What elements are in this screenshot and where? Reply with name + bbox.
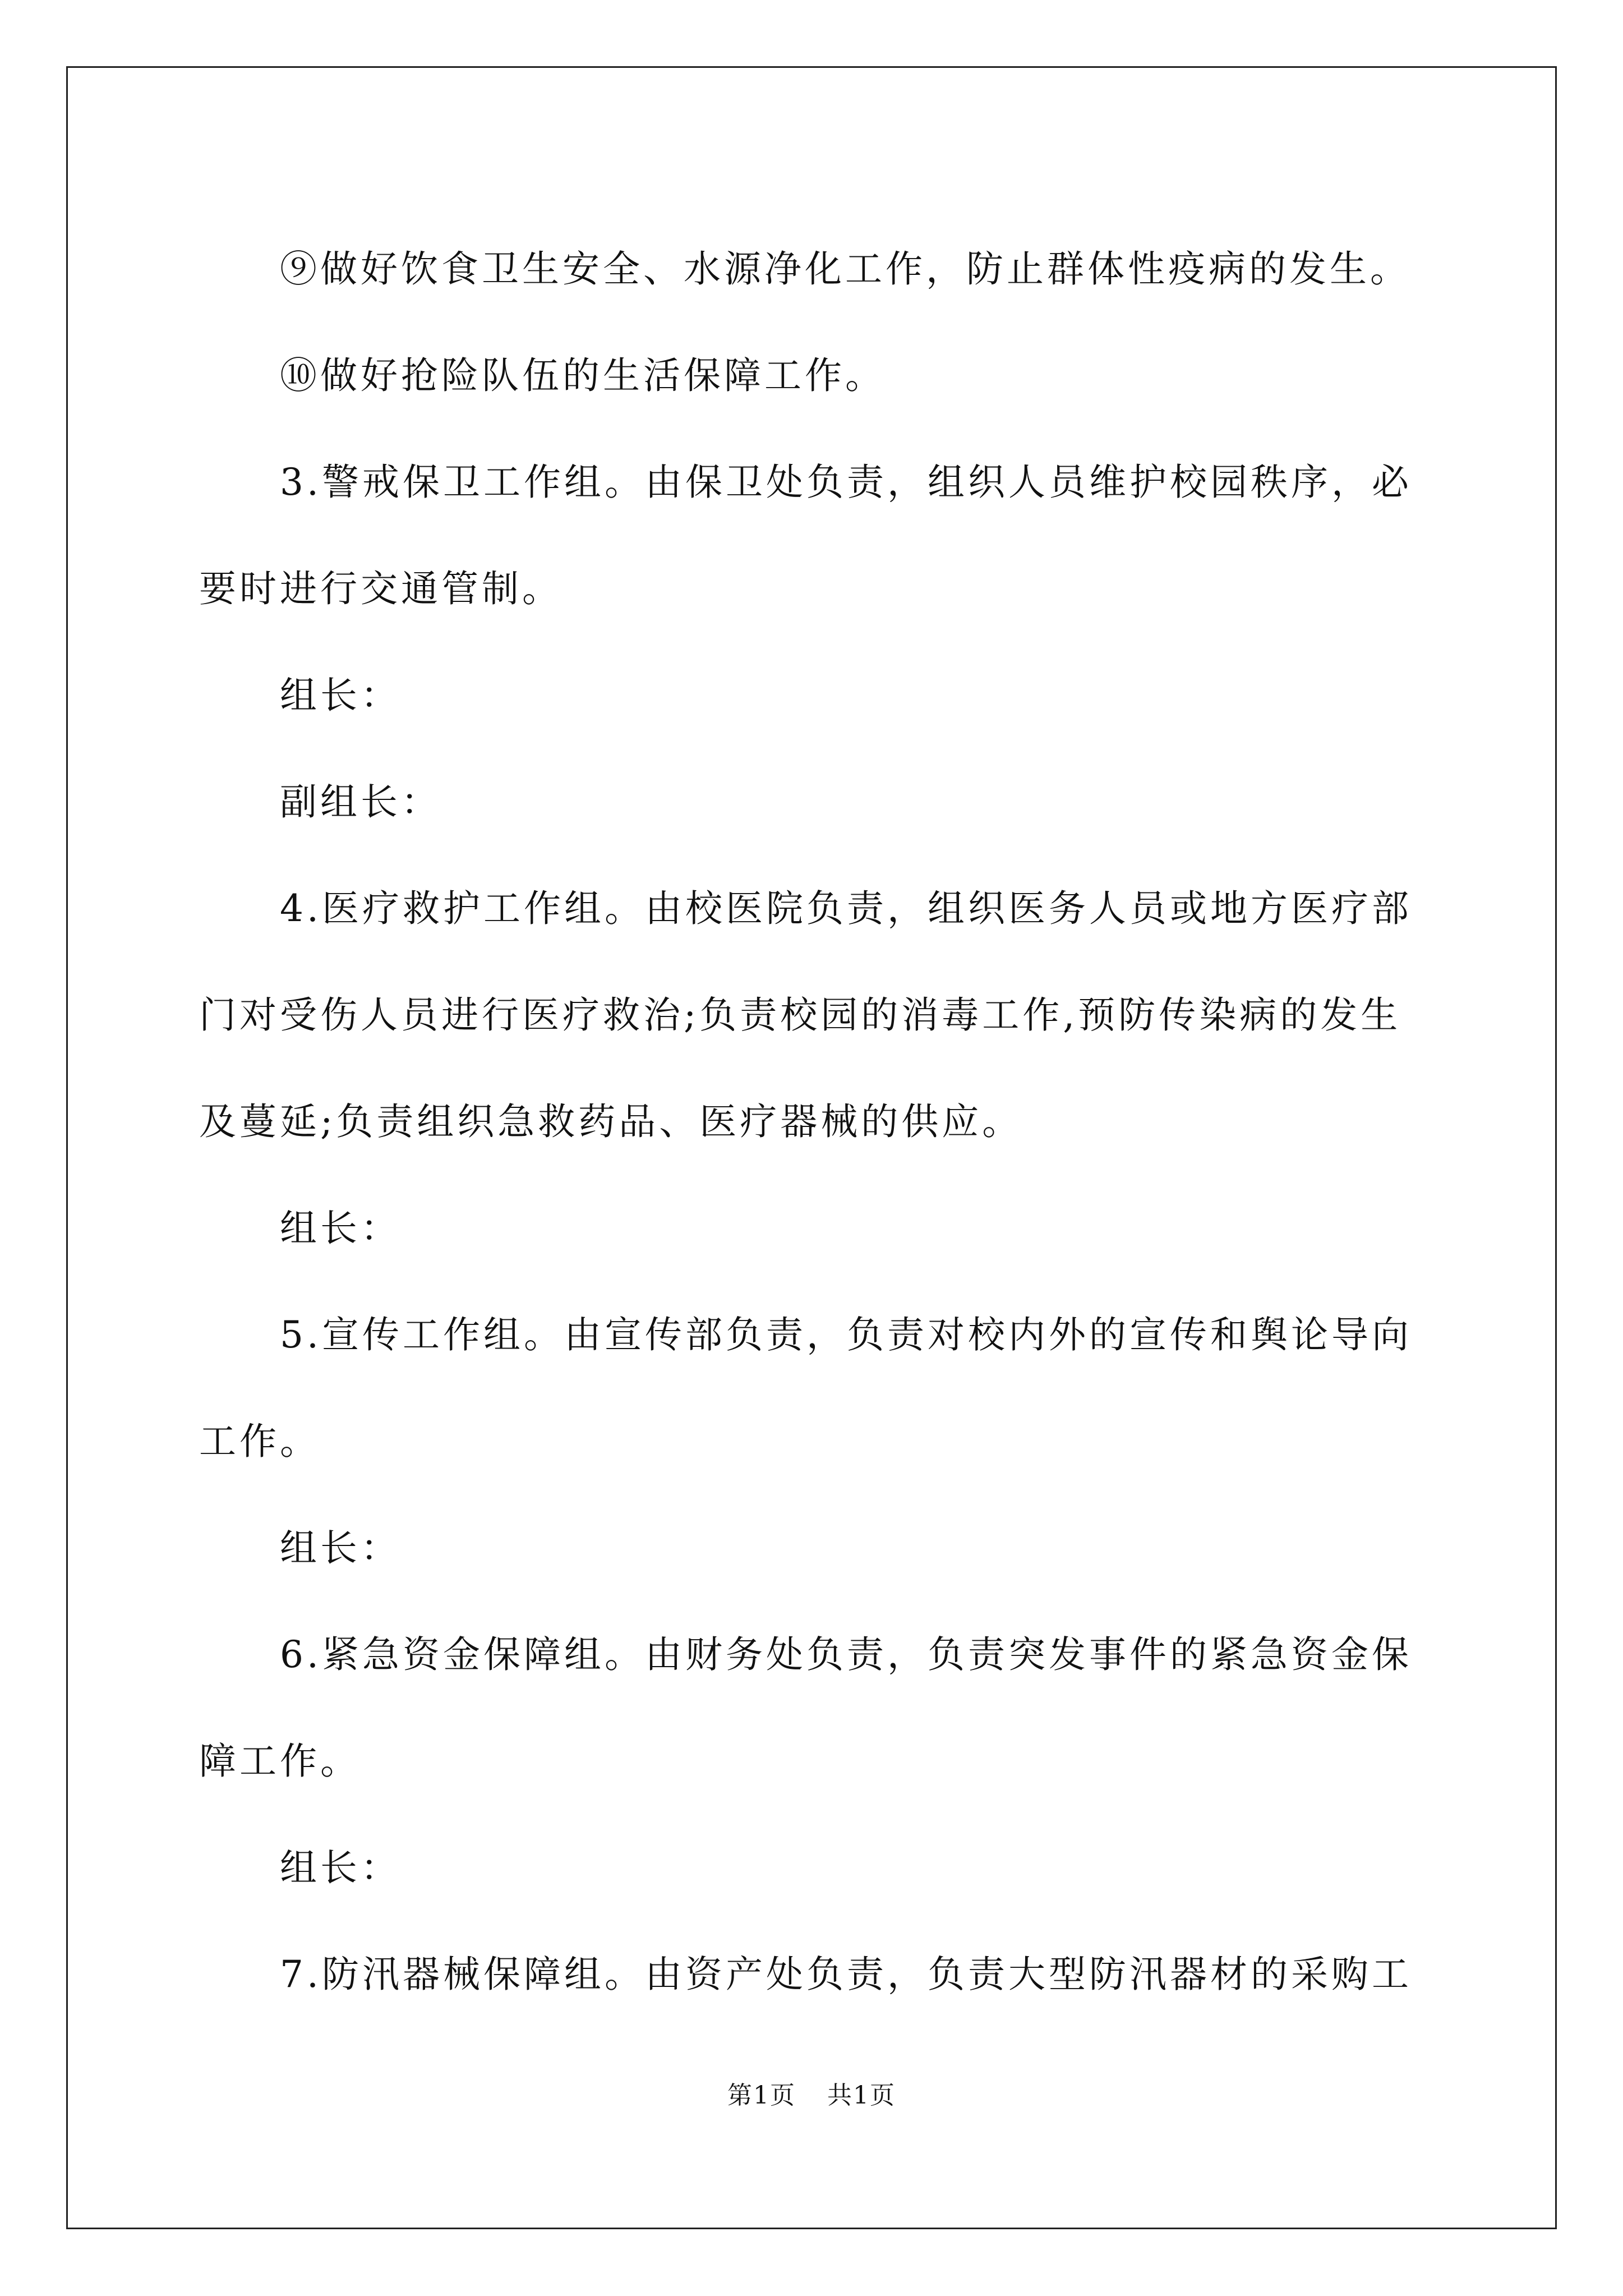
- document-body: [199, 216, 1433, 2028]
- text-line: 6.紧急资金保障组。由财务处负责，负责突发事件的紧急资金保: [280, 1633, 1412, 1676]
- text-line: 7.防汛器械保障组。由资产处负责，负责大型防汛器材的采购工: [280, 1953, 1412, 1996]
- paragraph: [199, 1175, 1433, 1282]
- text-line: 组长：: [280, 674, 401, 717]
- text-line: 及蔓延;负责组织急救药品、医疗器械的供应。: [199, 1100, 1023, 1143]
- paragraph: [199, 855, 1433, 1175]
- paragraph: [199, 1282, 1433, 1495]
- paragraph: [199, 323, 1433, 429]
- paragraph: [199, 1921, 1433, 2028]
- text-line: 要时进行交通管制。: [199, 567, 562, 610]
- paragraph: [199, 749, 1433, 855]
- text-line: ⑨做好饮食卫生安全、水源净化工作，防止群体性疫病的发生。: [280, 247, 1410, 291]
- text-line: 4.医疗救护工作组。由校医院负责，组织医务人员或地方医疗部: [280, 887, 1412, 930]
- text-line: ⑩做好抢险队伍的生活保障工作。: [280, 354, 886, 397]
- text-line: 5.宣传工作组。由宣传部负责，负责对校内外的宣传和舆论导向: [280, 1313, 1412, 1356]
- page-total: 共1页: [827, 2081, 896, 2110]
- text-line: 障工作。: [199, 1740, 361, 1783]
- paragraph: [199, 1495, 1433, 1602]
- text-line: 工作。: [199, 1420, 320, 1463]
- text-line: 门对受伤人员进行医疗救治;负责校园的消毒工作,预防传染病的发生: [199, 993, 1401, 1037]
- text-line: 组长：: [280, 1207, 401, 1250]
- text-line: 组长：: [280, 1526, 401, 1570]
- page-footer: [0, 2079, 1623, 2113]
- paragraph: [199, 216, 1433, 323]
- paragraph: [199, 429, 1433, 642]
- page-number: 第1页: [727, 2081, 796, 2110]
- text-line: 副组长：: [280, 780, 441, 823]
- paragraph: [199, 642, 1433, 749]
- text-line: 组长：: [280, 1846, 401, 1889]
- text-line: 3.警戒保卫工作组。由保卫处负责，组织人员维护校园秩序，必: [280, 461, 1412, 504]
- paragraph: [199, 1602, 1433, 1815]
- paragraph: [199, 1815, 1433, 1921]
